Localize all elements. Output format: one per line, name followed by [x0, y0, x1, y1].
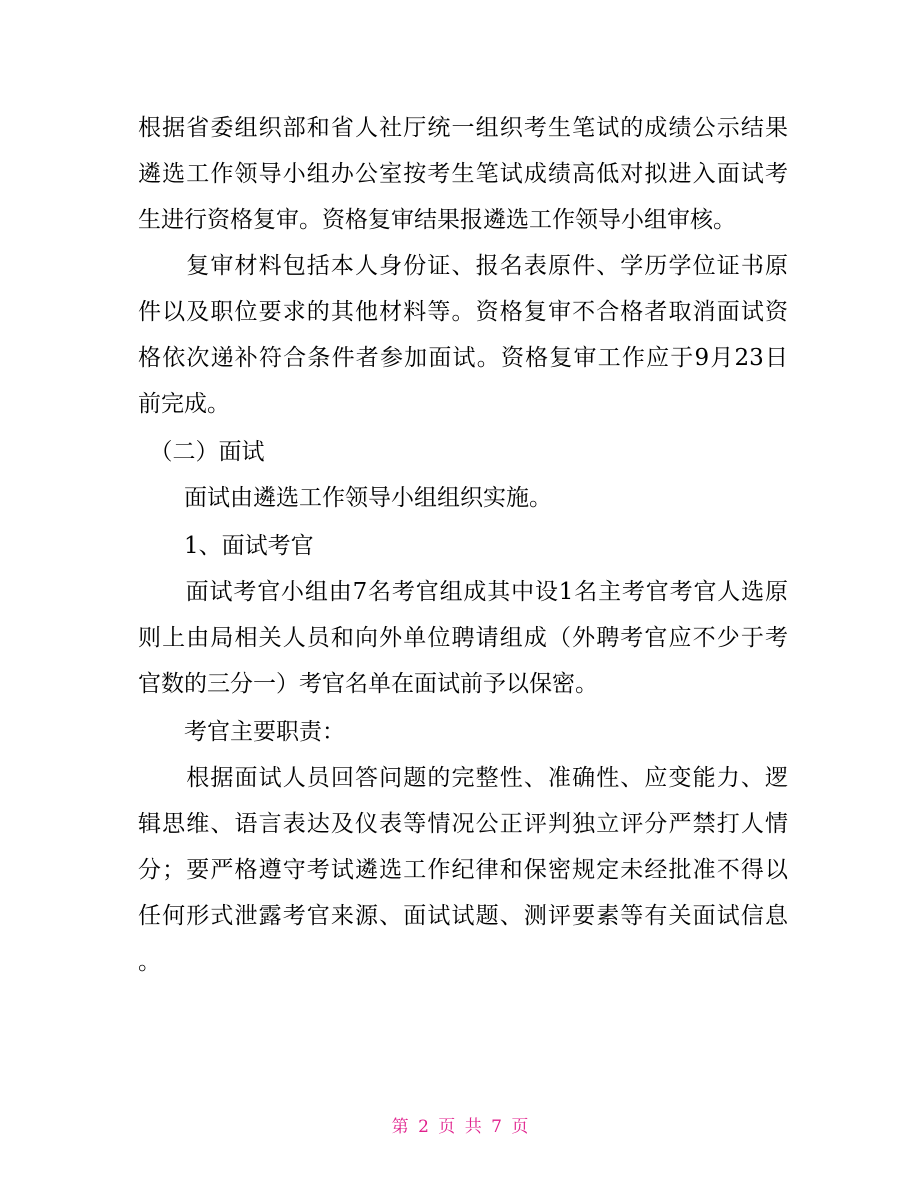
paragraph-line: 根据省委组织部和省人社厅统一组织考生笔试的成绩公示结果 [138, 115, 788, 141]
paragraph-line: 复审材料包括本人身份证、报名表原件、学历学位证书原 [138, 253, 788, 279]
paragraph-line: 根据面试人员回答问题的完整性、准确性、应变能力、逻 [138, 765, 788, 791]
paragraph-line: 考官主要职责： [138, 719, 345, 745]
paragraph-line: 生进行资格复审。资格复审结果报遴选工作领导小组审核。 [138, 207, 736, 233]
paragraph-line: 官数的三分一）考官名单在面试前予以保密。 [138, 671, 598, 697]
paragraph-line: 格依次递补符合条件者参加面试。资格复审工作应于9月23日 [138, 345, 788, 371]
page-number-footer: 第 2 页 共 7 页 [391, 1117, 529, 1137]
paragraph-line: 则上由局相关人员和向外单位聘请组成（外聘考官应不少于考 [138, 625, 788, 651]
paragraph-line: 任何形式泄露考官来源、面试试题、测评要素等有关面试信息 [138, 903, 788, 929]
paragraph-line: 。 [138, 949, 161, 975]
paragraph-line: 面试由遴选工作领导小组组织实施。 [138, 485, 552, 511]
paragraph-line: 件以及职位要求的其他材料等。资格复审不合格者取消面试资 [138, 299, 788, 325]
paragraph-line: 面试考官小组由7名考官组成其中设1名主考官考官人选原 [138, 579, 788, 605]
paragraph-line: 分；要严格遵守考试遴选工作纪律和保密规定未经批准不得以 [138, 857, 788, 883]
paragraph-line: 辑思维、语言表达及仪表等情况公正评判独立评分严禁打人情 [138, 811, 788, 837]
paragraph-line: 遴选工作领导小组办公室按考生笔试成绩高低对拟进入面试考 [138, 161, 788, 187]
section-heading: （二）面试 [138, 439, 265, 465]
paragraph-line: 前完成。 [138, 391, 230, 417]
subsection-heading: 1、面试考官 [138, 533, 314, 559]
